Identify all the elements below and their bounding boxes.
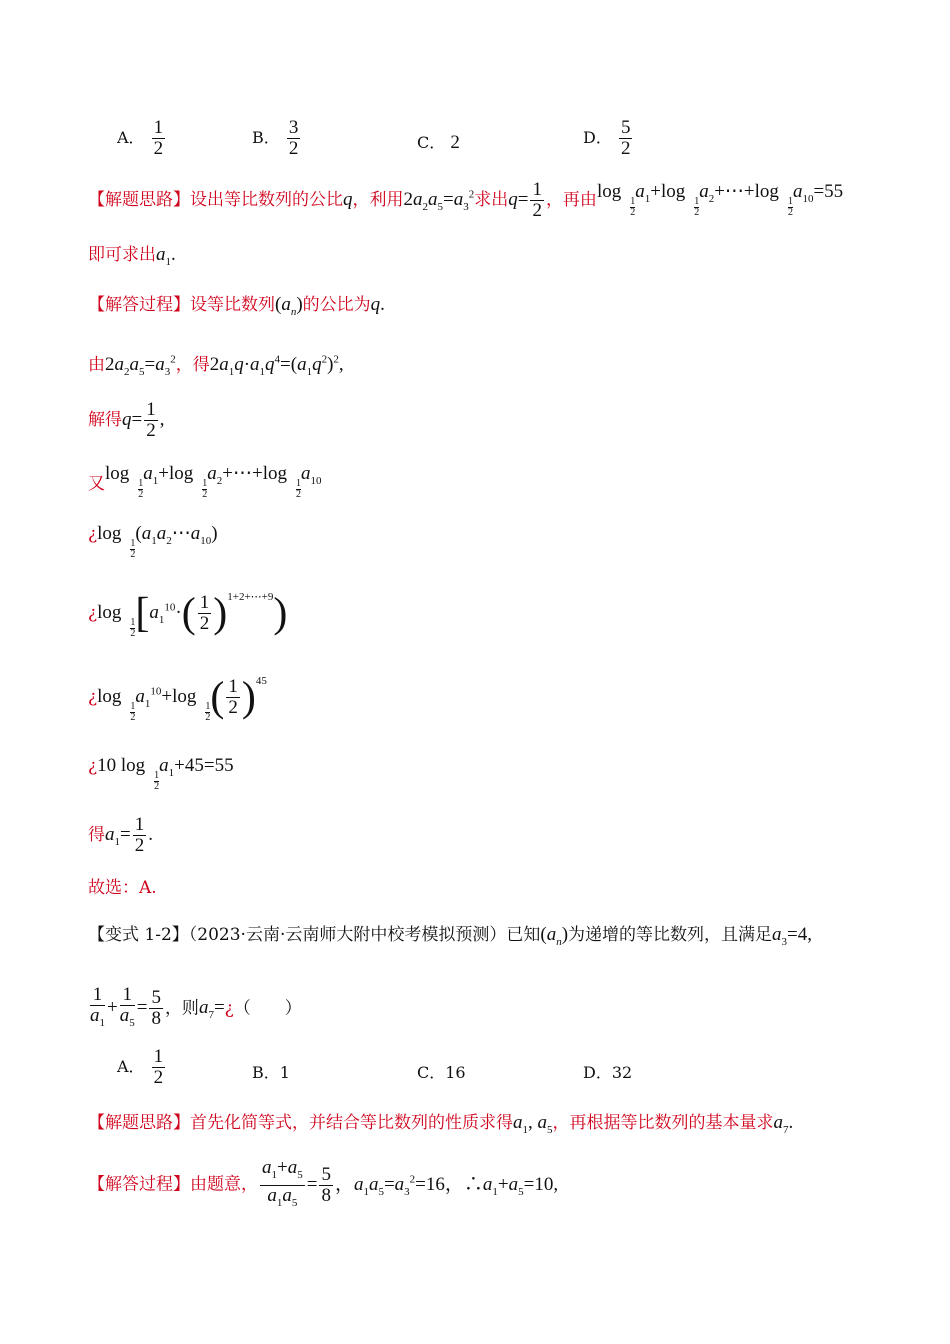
step-4: ¿log 1 2 $(a_1a_2\cdots a_{10})$ xyxy=(88,523,218,560)
option-a-2: A． $\frac{1}{2}$ xyxy=(117,1046,164,1088)
option-d: D． $\frac{5}{2}$ xyxy=(583,117,631,159)
step-6: ¿log 1 2 $a_1^{10}+\log$ 1 2 ( $\frac{1}{2}$ )$^{45}$ xyxy=(88,674,267,723)
variant-condition: $\frac{1}{a_1}$ + $\frac{1}{a_5}$ = $\frac{5}{8}$ ，则$a_7=¿$（ ） xyxy=(90,984,302,1030)
variant-question: 【变式 1-2】（2023·云南·云南师大附中校考模拟预测）已知$(a_n)$为递增的等比数列，且满足$a_3=4$, xyxy=(88,924,812,948)
solution-idea: 【解题思路】设出等比数列的公比q，利用$2a_2a_5=a_3^2$求出q= $\frac{1}{2}$ ，再由log 1 2 $a_1+\log$ 1 2 $a_2+\cdots+\log$ 1 2 $a_{10}=55$ xyxy=(88,179,844,221)
result: 得$a_1=$ $\frac{1}{2}$ . xyxy=(88,814,153,856)
solution-process: 【解答过程】设等比数列$(a_n)$的公比为q. xyxy=(88,294,385,318)
option-c: C． 2 xyxy=(417,132,460,153)
option-d-2: D．32 xyxy=(583,1063,633,1082)
solution-process-2: 【解答过程】由题意， $\frac{a_1+a_5}{a_1a_5}$ = $\frac{5}{8}$ ，$a_1a_5=a_3^2=16$，$\therefore a_1+a_5=10$, xyxy=(88,1157,559,1209)
fraction: $\frac{3}{2}$ xyxy=(288,117,299,159)
fraction: $\frac{5}{2}$ xyxy=(620,117,631,159)
step-7: ¿10 log 1 2 $a_1+45=55$ xyxy=(88,755,234,792)
solution-idea-cont: 即可求出$a_1$. xyxy=(88,244,176,268)
option-c-2: C．16 xyxy=(417,1063,466,1082)
option-a: A． $\frac{1}{2}$ xyxy=(117,117,164,159)
fraction: $\frac{1}{2}$ xyxy=(153,1046,164,1088)
answer: 故选：A. xyxy=(88,878,157,898)
step-3: 又log 1 2 $a_1+\log$ 1 2 $a_2+\cdots+\log$ 1 2 $a_{10}$ xyxy=(88,463,322,500)
step-2: 解得q= $\frac{1}{2}$ , xyxy=(88,399,165,441)
option-b-2: B．1 xyxy=(252,1063,290,1082)
step-5: ¿log 1 2 [$a_1^{10}\cdot$( $\frac{1}{2}$ )$^{1+2+\cdots+9}$) xyxy=(88,590,288,639)
solution-idea-2: 【解题思路】首先化简等式，并结合等比数列的性质求得$a_1$, $a_5$，再根据等比数列的基本量求$a_7$. xyxy=(88,1112,794,1136)
fraction: $\frac{1}{2}$ xyxy=(153,117,164,159)
option-b: B． $\frac{3}{2}$ xyxy=(252,117,299,159)
step-1: 由$2a_2a_5=a_3^2$，得$2a_1q\cdot a_1q^4=(a_1q^2)^2$, xyxy=(88,353,344,378)
